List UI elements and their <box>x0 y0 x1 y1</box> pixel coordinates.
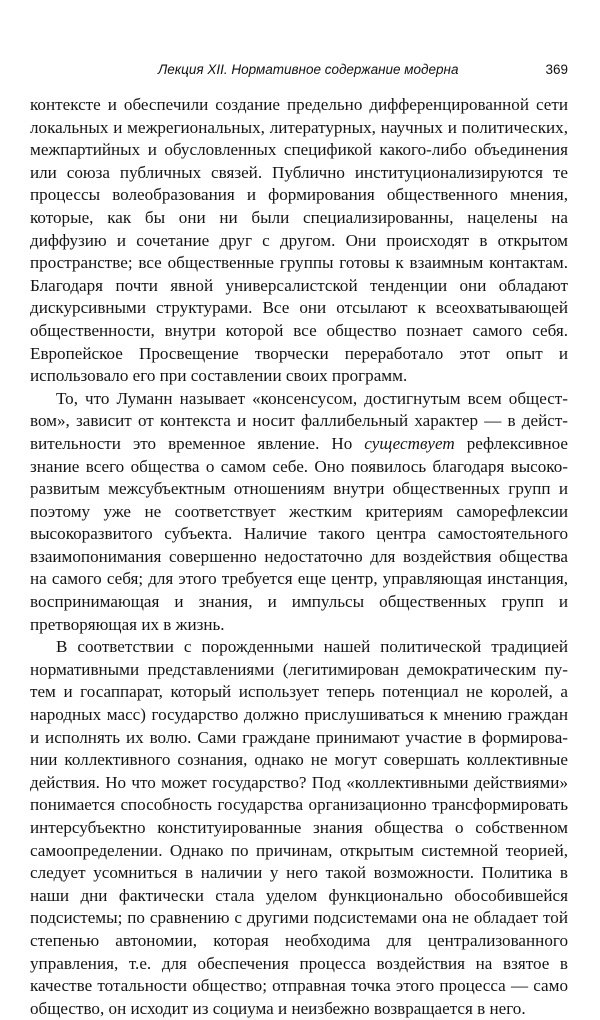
running-head <box>30 62 568 84</box>
paragraph-2-text-before: То, что Луманн называет «консенсусом, достигнутым всем обществом», зависит от контекста и носит фаллибельный характер — в действительности это временное явление. Но <box>30 388 568 453</box>
paragraph-2 <box>30 388 568 637</box>
paragraph-2-text-after: рефлексивное знание всего общества о самом себе. Оно появилось благодаря высокоразвитым межсубъектным отношениям внутри общественных групп и поэтому уже не соответствует жестким критериям саморефлексии высокоразвитого субъекта. Наличие такого центра самостоятельного взаимопонимания совершенно недостаточно для воздействия общества на самого себя; для этого требуется еще центр, управляющая инстанция, воспринимающая и знания, и импульсы общественных групп и претворяющая их в жизнь. <box>30 433 568 634</box>
paragraph-2-emphasis: существует <box>364 433 455 453</box>
paragraph-3: В соответствии с порожденными нашей политической традицией нормативными представлениями (легитимирован демократическим путем и госаппарат, который использует теперь потенциал не королей, а народных масс) государство должно прислушиваться к мнению граждан и исполнять их волю. Сами граждане принимают участие в формировании коллективного сознания, однако не могут совершать коллективные действия. Но что может государство? Под «коллективными действиями» понимается способность государства организационно трансформировать интерсубъектно конституированные знания общества о собственном самоопределении. Однако по причинам, открытым системной теорией, следует усомниться в наличии у него такой возможности. Политика в наши дни фактически стала уделом функционально обособившейся подсистемы; по сравнению с другими подсистемами она не обладает той степенью автономии, которая необходима для централизованного управления, т.е. для обеспечения процесса воздействия на взятое в качестве тотальности общество; отправная точка этого процесса — само общество, он исходит из социума и неизбежно возвращается в него. <box>30 637 568 1018</box>
paragraph-1: контексте и обеспечили создание предельно дифференцированной сети локальных и межрегиональных, литературных, научных и политических, межпартийных и обусловленных спецификой какого-либо объединения или союза публичных связей. Публично институционализируются те процессы волеобразования и формирования общественного мнения, которые, как бы они ни были специализированны, нацелены на диффузию и сочетание друг с другом. Они происходят в открытом пространстве; все общественные группы готовы к взаимным контактам. Благодаря почти явной универсалистской тенденции они обладают дискурсивными структурами. Все они отсылают к всеохватывающей общественности, внутри которой все общество познает самого себя. Европейское Просвещение творчески переработало этот опыт и использовало его при составлении своих программ. <box>30 95 568 386</box>
running-title: Лекция XII. Нормативное содержание модерна <box>158 62 459 77</box>
body-text <box>30 94 568 1020</box>
page-number: 369 <box>545 62 568 77</box>
